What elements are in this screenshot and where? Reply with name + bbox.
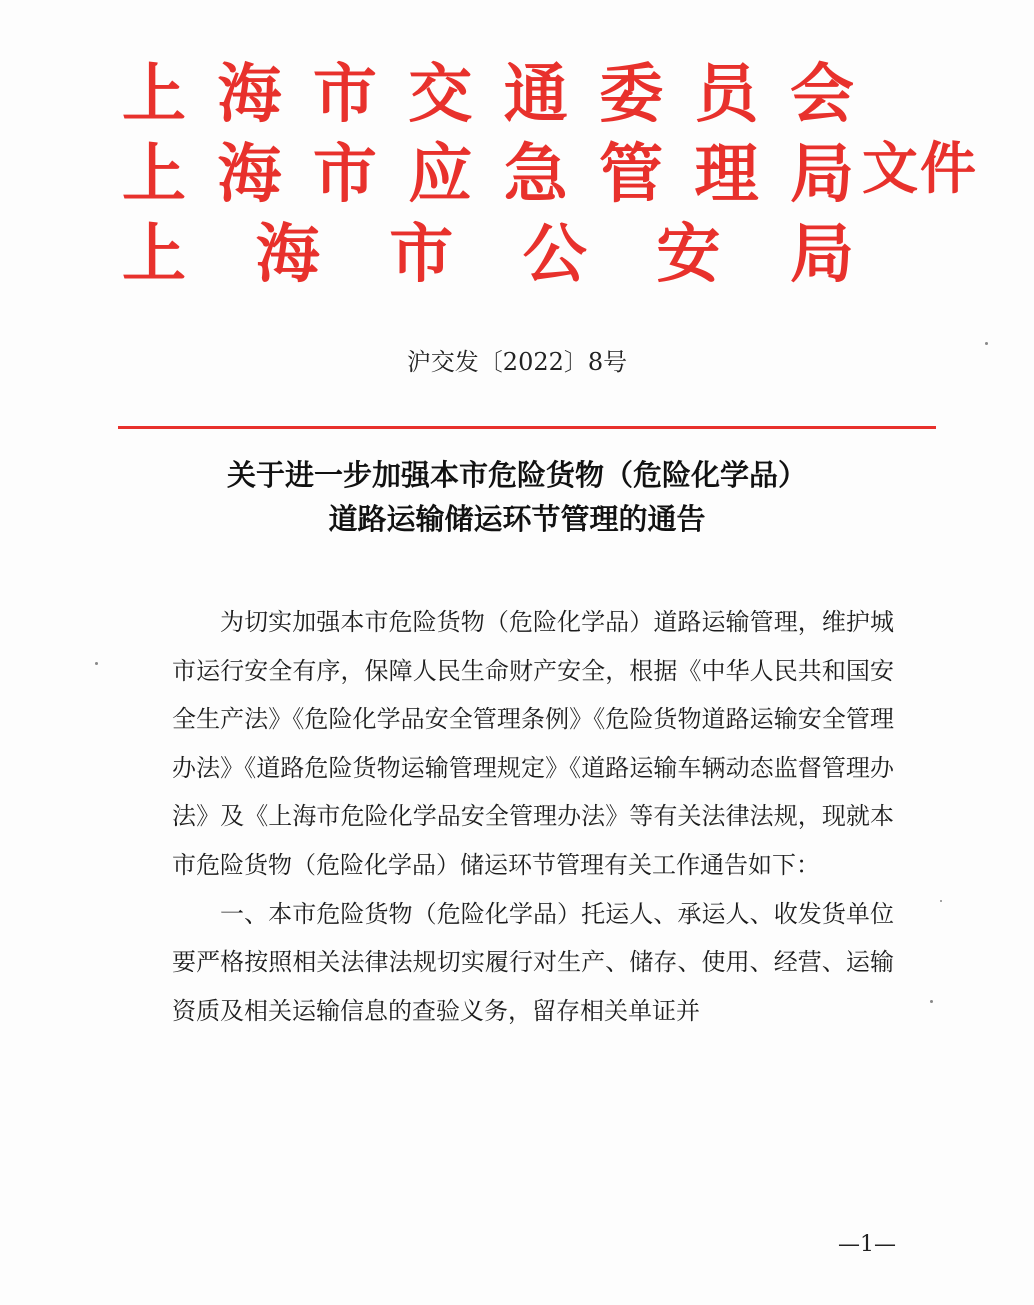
- document-number: 沪交发〔2022〕8号: [406, 348, 628, 376]
- body-paragraph: 为切实加强本市危险货物（危险化学品）道路运输管理，维护城市运行安全有序，保障人民生命财产安全，根据《中华人民共和国安全生产法》《危险化学品安全管理条例》《危险货物道路运输安全管理办法》《道路危险货物运输管理规定》《道路运输车辆动态监督管理办法》及《上海市危险化学品安全管理办法》等有关法律法规，现就本市危险货物（危险化学品）储运环节管理有关工作通告如下：: [172, 608, 894, 879]
- file-suffix-label: 文件: [862, 137, 978, 202]
- scan-speck: [940, 900, 942, 902]
- title-line-1: 关于进一步加强本市危险货物（危险化学品）: [226, 458, 807, 492]
- issuer-public-security-bureau: 上 海 市 公 安 局: [122, 218, 854, 292]
- body-paragraph: 一、本市危险货物（危险化学品）托运人、承运人、收发货单位要严格按照相关法律法规切实履行对生产、储存、使用、经营、运输资质及相关运输信息的查验义务，留存相关单证并: [172, 899, 894, 1025]
- scan-speck: [930, 1000, 933, 1003]
- scan-speck: [95, 662, 98, 665]
- title-line-2: 道路运输储运环节管理的通告: [328, 502, 706, 536]
- document-body: [172, 598, 894, 1035]
- issuer-transport-commission: 上 海 市 交 通 委 员 会: [122, 58, 854, 132]
- red-divider-line: [118, 426, 936, 429]
- document-title: [0, 453, 1034, 541]
- scan-speck: [985, 342, 988, 345]
- issuing-authorities: [118, 55, 858, 295]
- issuer-emergency-bureau: 上 海 市 应 急 管 理 局: [122, 138, 854, 212]
- page-number: —1—: [838, 1232, 896, 1257]
